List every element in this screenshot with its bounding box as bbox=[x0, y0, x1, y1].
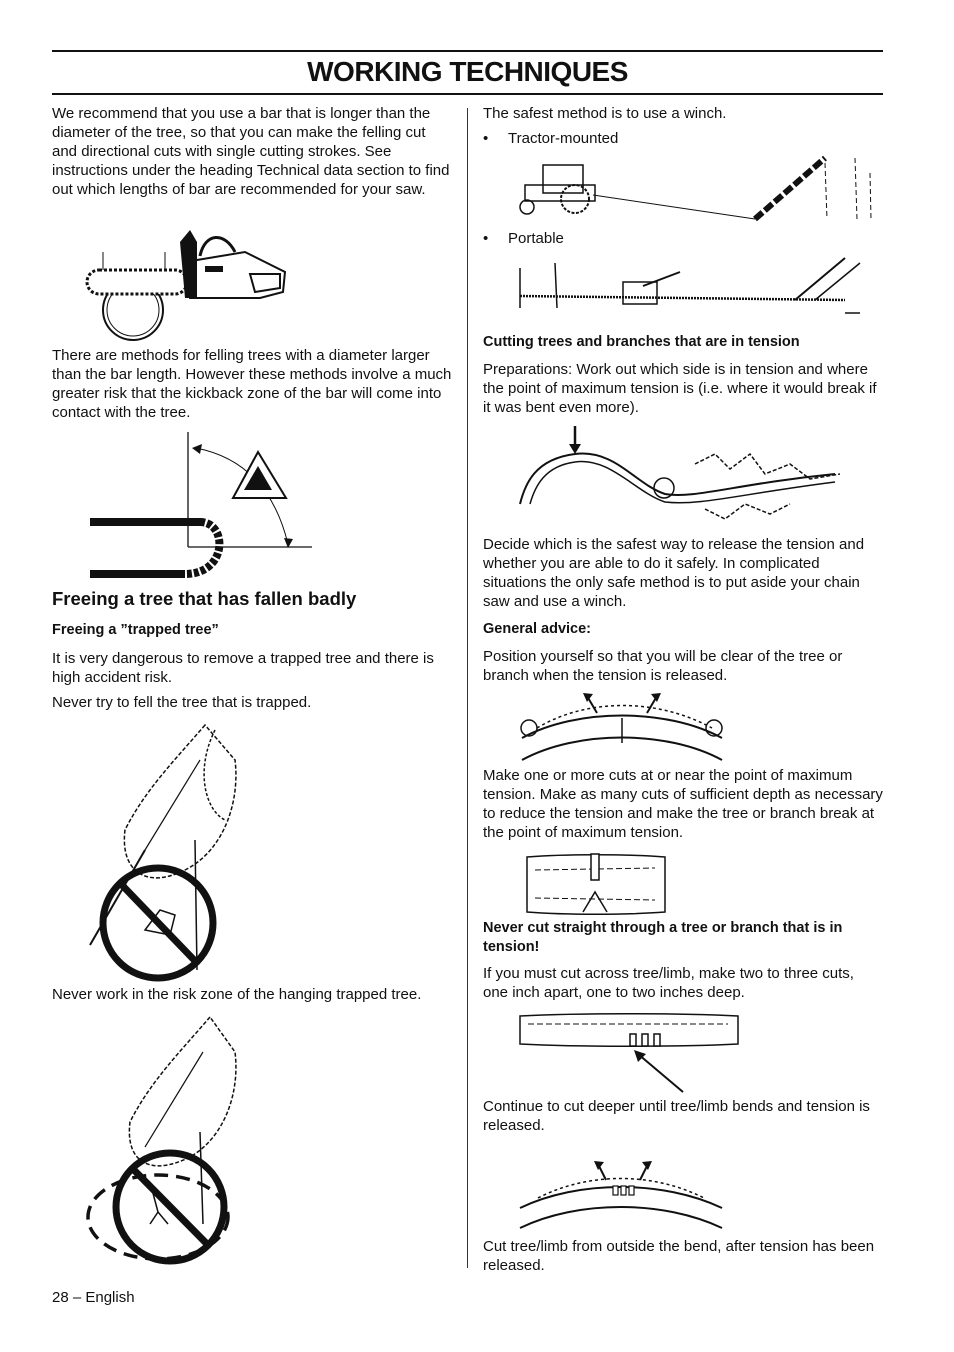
tractor-winch-illustration bbox=[515, 153, 875, 225]
paragraph-dangerous: It is very dangerous to remove a trapped tree and there is high accident risk. bbox=[52, 650, 434, 686]
multiple-cuts-illustration bbox=[518, 1010, 740, 1094]
paragraph-bar-length: We recommend that you use a bar that is longer than the diameter of the tree, so that you can make the felling cut and directional cuts with single cutting strokes. See instructions under the heading Technical data section to find out which lengths of bar are recommended for your saw. bbox=[52, 105, 450, 198]
tension-release-position-illustration bbox=[517, 688, 727, 766]
bullet-portable: • Portable bbox=[483, 230, 564, 247]
section-title-freeing-tree: Freeing a tree that has fallen badly bbox=[52, 588, 357, 609]
cut-at-tension-point-illustration bbox=[525, 852, 667, 917]
heading-never-cut: Never cut straight through a tree or branch that is in tension! bbox=[483, 920, 843, 955]
paragraph-cut-outside: Cut tree/limb from outside the bend, after tension has been released. bbox=[483, 1238, 875, 1274]
page-number-footer: 28 – English bbox=[52, 1289, 135, 1306]
page-title: WORKING TECHNIQUES bbox=[307, 56, 628, 87]
paragraph-methods: There are methods for felling trees with a diameter larger than the bar length. However these methods involve a much greater risk that the kickback zone of the bar will come into contact with the tree. bbox=[52, 347, 452, 421]
header-bottom-rule bbox=[52, 93, 883, 95]
portable-winch-illustration bbox=[515, 258, 875, 323]
paragraph-continue: Continue to cut deeper until tree/limb bends and tension is released. bbox=[483, 1098, 870, 1134]
tension-point-illustration bbox=[515, 424, 840, 530]
risk-zone-prohibited-illustration bbox=[85, 1012, 240, 1262]
trapped-tree-prohibited-illustration bbox=[85, 720, 245, 978]
cut-deeper-illustration bbox=[518, 1158, 724, 1233]
kickback-zone-illustration bbox=[88, 432, 313, 580]
bullet-tractor-mounted: • Tractor-mounted bbox=[483, 130, 619, 147]
paragraph-make-cuts: Make one or more cuts at or near the point of maximum tension. Make as many cuts of sufficient depth as necessary to reduce the tension and make the tree or branch break at the point of maximum tension. bbox=[483, 767, 883, 841]
paragraph-preparations: Preparations: Work out which side is in tension and where the point of maximum tension is (i.e. where it would break if it was bent even more). bbox=[483, 361, 877, 416]
column-divider bbox=[467, 108, 468, 1268]
paragraph-never-work: Never work in the risk zone of the hanging trapped tree. bbox=[52, 986, 422, 1003]
paragraph-decide: Decide which is the safest way to release the tension and whether you are able to do it safely. In complicated situations the only safe method is to put aside your chain saw and use a winch. bbox=[483, 536, 865, 610]
paragraph-never-fell: Never try to fell the tree that is trapped. bbox=[52, 694, 312, 711]
paragraph-if-must: If you must cut across tree/limb, make two to three cuts, one inch apart, one to two inches deep. bbox=[483, 965, 854, 1001]
paragraph-winch: The safest method is to use a winch. bbox=[483, 105, 727, 122]
chainsaw-bar-illustration bbox=[85, 222, 290, 344]
heading-tension: Cutting trees and branches that are in tension bbox=[483, 334, 800, 350]
heading-general-advice: General advice: bbox=[483, 621, 591, 637]
subsection-title-trapped-tree: Freeing a ”trapped tree” bbox=[52, 622, 219, 638]
paragraph-position: Position yourself so that you will be clear of the tree or branch when the tension is released. bbox=[483, 648, 843, 684]
header-top-rule bbox=[52, 50, 883, 52]
